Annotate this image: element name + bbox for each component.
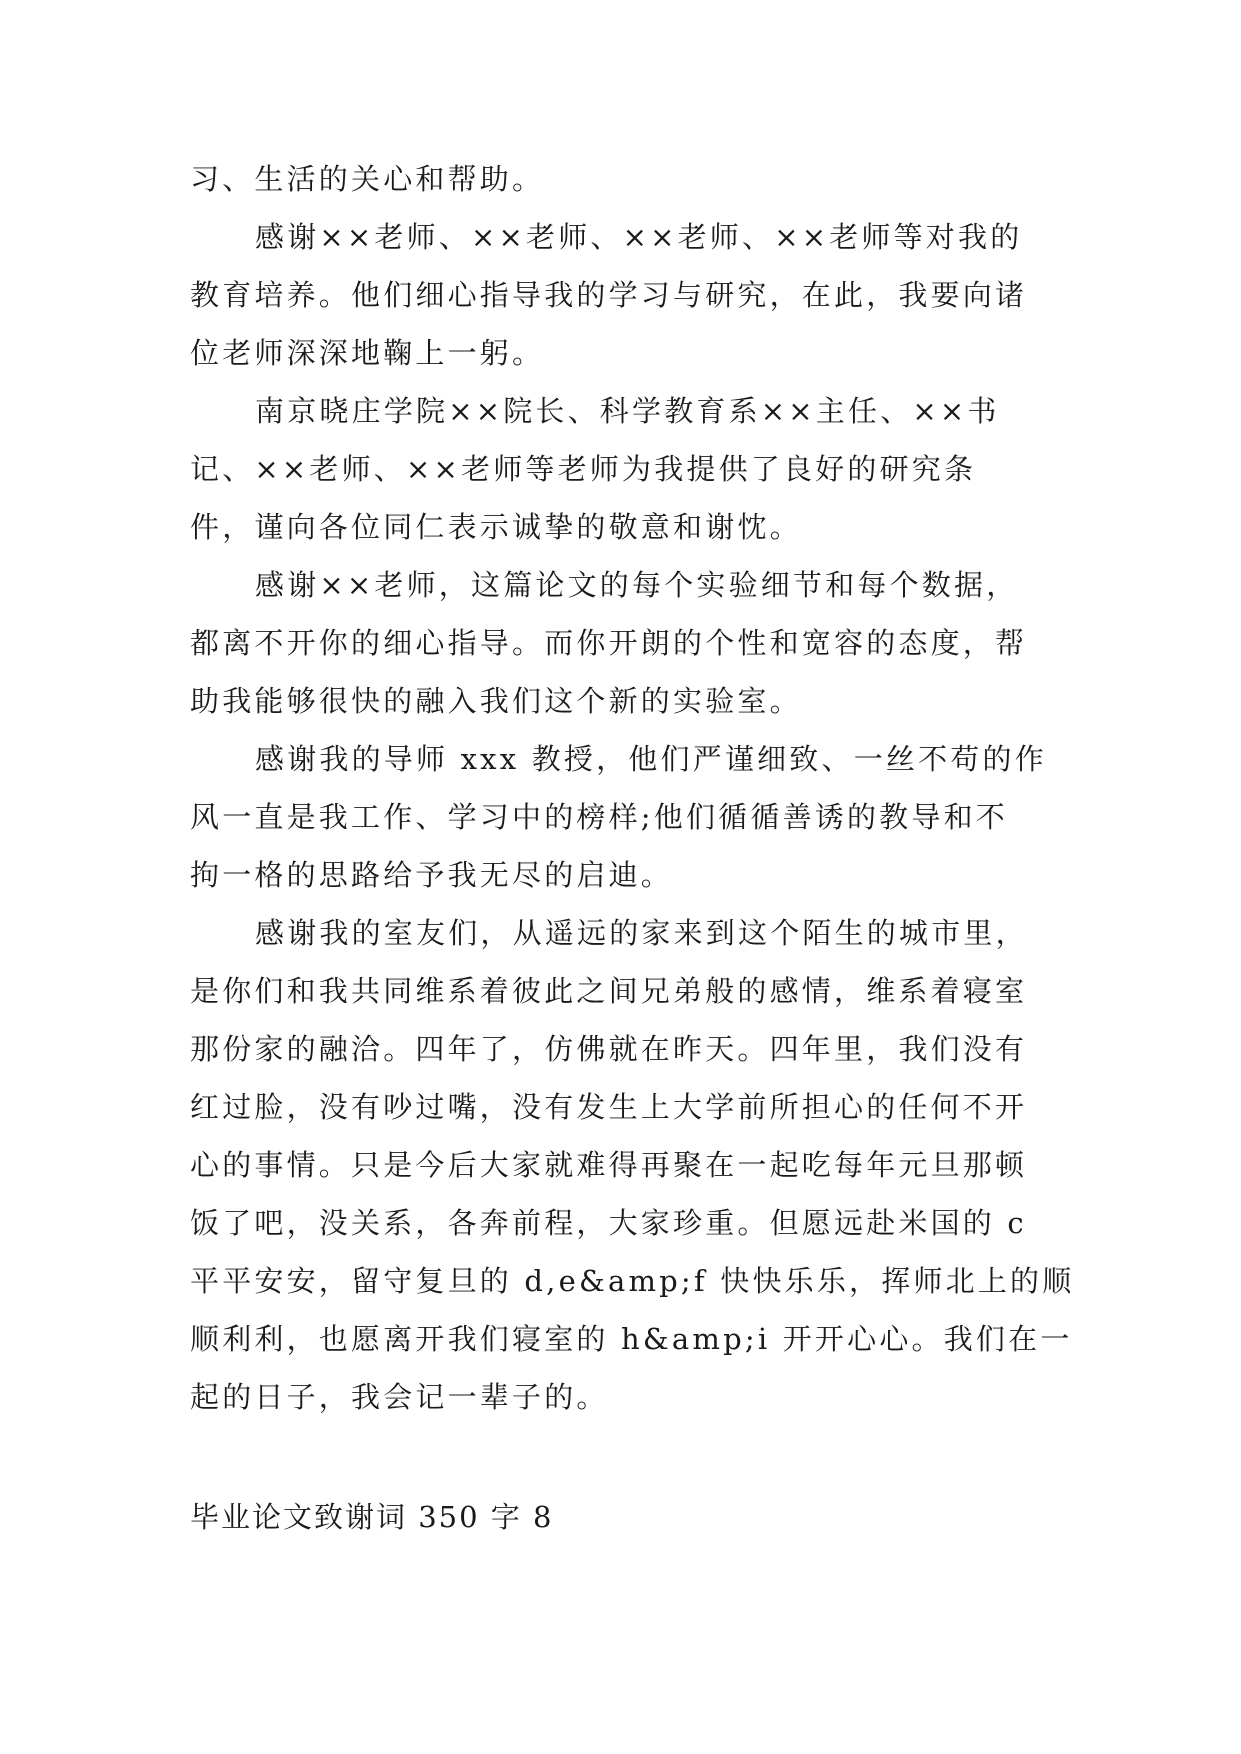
- paragraph-5: [190, 730, 1050, 904]
- text-line: 南京晓庄学院××院长、科学教育系××主任、××书: [255, 394, 1000, 428]
- section-heading: 毕业论文致谢词 350 字 8: [190, 1500, 554, 1534]
- paragraph-1: [190, 150, 1050, 208]
- text-line: 是你们和我共同维系着彼此之间兄弟般的感情，维系着寝室: [190, 974, 1028, 1008]
- text-line: 拘一格的思路给予我无尽的启迪。: [190, 858, 674, 892]
- text-line: 感谢我的室友们，从遥远的家来到这个陌生的城市里，: [255, 916, 1028, 950]
- text-line: 顺利利，也愿离开我们寝室的 h&amp;i 开开心心。我们在一: [190, 1322, 1073, 1356]
- text-line: 习、生活的关心和帮助。: [190, 162, 545, 196]
- text-line: 风一直是我工作、学习中的榜样;他们循循善诱的教导和不: [190, 800, 1008, 834]
- body-text: [190, 150, 1075, 1426]
- text-line: 平平安安，留守复旦的 d,e&amp;f 快快乐乐，挥师北上的顺: [190, 1264, 1075, 1298]
- paragraph-4: [190, 556, 1050, 730]
- text-line: 教育培养。他们细心指导我的学习与研究，在此，我要向诸: [190, 278, 1028, 312]
- text-line: 感谢我的导师 xxx 教授，他们严谨细致、一丝不苟的作: [255, 742, 1047, 776]
- text-line: 感谢××老师，这篇论文的每个实验细节和每个数据，: [255, 568, 1019, 602]
- paragraph-3: [190, 382, 1050, 556]
- text-line: 红过脸，没有吵过嘴，没有发生上大学前所担心的任何不开: [190, 1090, 1028, 1124]
- text-line: 感谢××老师、××老师、××老师、××老师等对我的: [255, 220, 1023, 254]
- text-line: 饭了吧，没关系，各奔前程，大家珍重。但愿远赴米国的 c: [190, 1206, 1027, 1240]
- paragraph-6: [190, 904, 1075, 1426]
- text-line: 位老师深深地鞠上一躬。: [190, 336, 545, 370]
- text-line: 件，谨向各位同仁表示诚挚的敬意和谢忱。: [190, 510, 802, 544]
- text-line: 助我能够很快的融入我们这个新的实验室。: [190, 684, 802, 718]
- text-line: 起的日子，我会记一辈子的。: [190, 1380, 609, 1414]
- text-line: 心的事情。只是今后大家就难得再聚在一起吃每年元旦那顿: [190, 1148, 1028, 1182]
- text-line: 记、××老师、××老师等老师为我提供了良好的研究条: [190, 452, 977, 486]
- text-line: 那份家的融洽。四年了，仿佛就在昨天。四年里，我们没有: [190, 1032, 1028, 1066]
- text-line: 都离不开你的细心指导。而你开朗的个性和宽容的态度，帮: [190, 626, 1028, 660]
- paragraph-2: [190, 208, 1050, 382]
